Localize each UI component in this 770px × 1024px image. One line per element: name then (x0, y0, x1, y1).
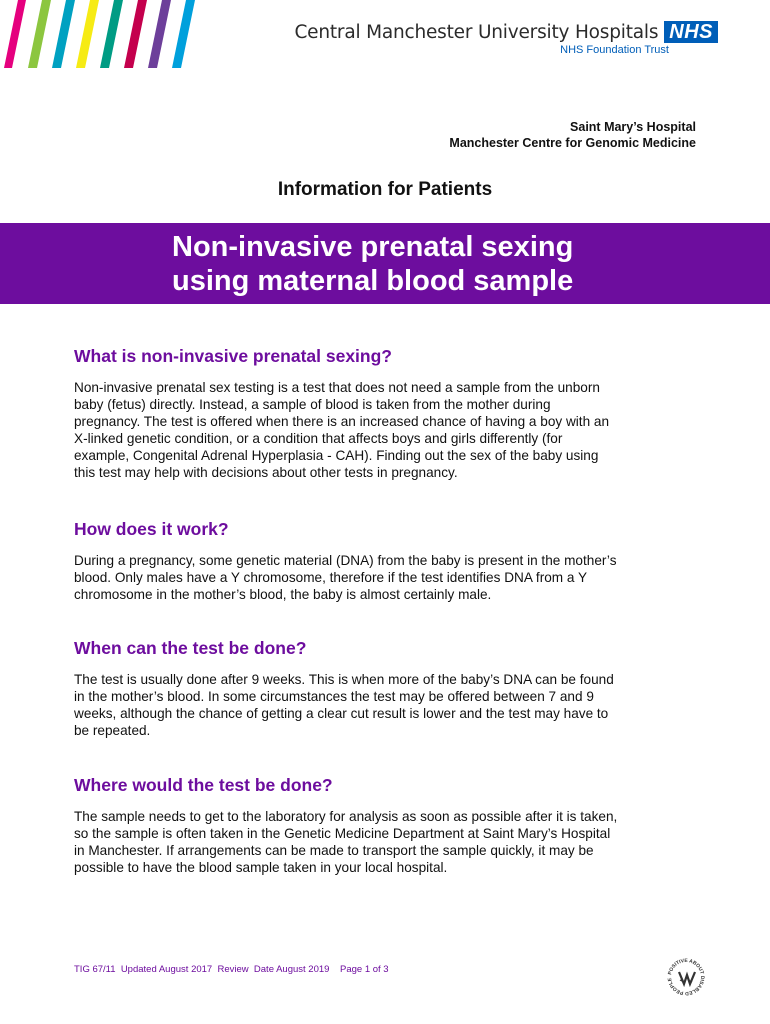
stripe-6 (124, 0, 147, 68)
document-title (172, 230, 573, 298)
body-line: pregnancy. The test is offered when there is an increased chance of having a boy with an (74, 414, 610, 429)
hospital-block (449, 119, 696, 151)
body-line: this test may help with decisions about other tests in pregnancy. (74, 465, 458, 480)
section-heading: What is non-invasive prenatal sexing? (74, 346, 392, 366)
disability-seal-icon (665, 956, 707, 998)
org-name: Central Manchester University Hospitals (294, 21, 659, 43)
org-trust: NHS Foundation Trust (560, 44, 669, 56)
body-line: During a pregnancy, some genetic material (DNA) from the baby is present in the mother’s (74, 553, 617, 568)
org-header (294, 21, 718, 56)
section-what-is (74, 345, 702, 481)
section-heading: How does it work? (74, 519, 229, 539)
body-line: chromosome in the mother’s blood, the baby is almost certainly male. (74, 587, 492, 602)
stripe-7 (148, 0, 171, 68)
section-body (74, 552, 702, 603)
stripes-logo (0, 0, 200, 68)
section-body (74, 808, 702, 876)
title-line-1: Non-invasive prenatal sexing (172, 231, 574, 263)
stripe-5 (100, 0, 123, 68)
body-line: in the mother’s blood. In some circumstances the test may be offered between 7 and 9 (74, 689, 594, 704)
body-line: The test is usually done after 9 weeks. This is when more of the baby’s DNA can be found (74, 672, 614, 687)
info-heading: Information for Patients (277, 179, 493, 200)
stripe-3 (52, 0, 75, 68)
stripe-2 (28, 0, 51, 68)
stripe-1 (4, 0, 26, 68)
title-line-2: using maternal blood sample (172, 265, 574, 297)
footer-reference: TIG 67/11 Updated August 2017 Review Date August 2019 Page 1 of 3 (74, 964, 389, 975)
body-line: X-linked genetic condition, or a condition that affects boys and girls differently (for (74, 431, 563, 446)
body-line: baby (fetus) directly. Instead, a sample of blood is taken from the mother during (74, 397, 551, 412)
body-line: example, Congenital Adrenal Hyperplasia - CAH). Finding out the sex of the baby using (74, 448, 599, 463)
body-line: Non-invasive prenatal sex testing is a test that does not need a sample from the unborn (74, 380, 600, 395)
body-line: so the sample is often taken in the Genetic Medicine Department at Saint Mary’s Hospital (74, 826, 611, 841)
section-where (74, 774, 702, 876)
section-body (74, 671, 702, 739)
section-body (74, 379, 702, 481)
body-line: possible to have the blood sample taken in your local hospital. (74, 860, 448, 875)
body-line: weeks, although the chance of getting a clear cut result is lower and the test may have to (74, 706, 609, 721)
body-line: be repeated. (74, 723, 151, 738)
body-line: The sample needs to get to the laboratory for analysis as soon as possible after it is taken, (74, 809, 618, 824)
section-heading: When can the test be done? (74, 638, 307, 658)
department-name: Manchester Centre for Genomic Medicine (449, 136, 696, 150)
body-line: blood. Only males have a Y chromosome, therefore if the test identifies DNA from a Y (74, 570, 588, 585)
title-banner (0, 223, 770, 304)
svg-text:POSITIVE ABOUT DISABLED PEOPLE: POSITIVE ABOUT DISABLED PEOPLE (666, 957, 706, 997)
section-when (74, 637, 702, 739)
hospital-name: Saint Mary’s Hospital (570, 120, 696, 134)
nhs-logo: NHS (664, 21, 718, 43)
main-content (74, 345, 702, 876)
section-heading: Where would the test be done? (74, 775, 333, 795)
stripe-8 (172, 0, 195, 68)
section-how-it-works (74, 518, 702, 603)
body-line: in Manchester. If arrangements can be made to transport the sample quickly, it may be (74, 843, 594, 858)
stripe-4 (76, 0, 99, 68)
